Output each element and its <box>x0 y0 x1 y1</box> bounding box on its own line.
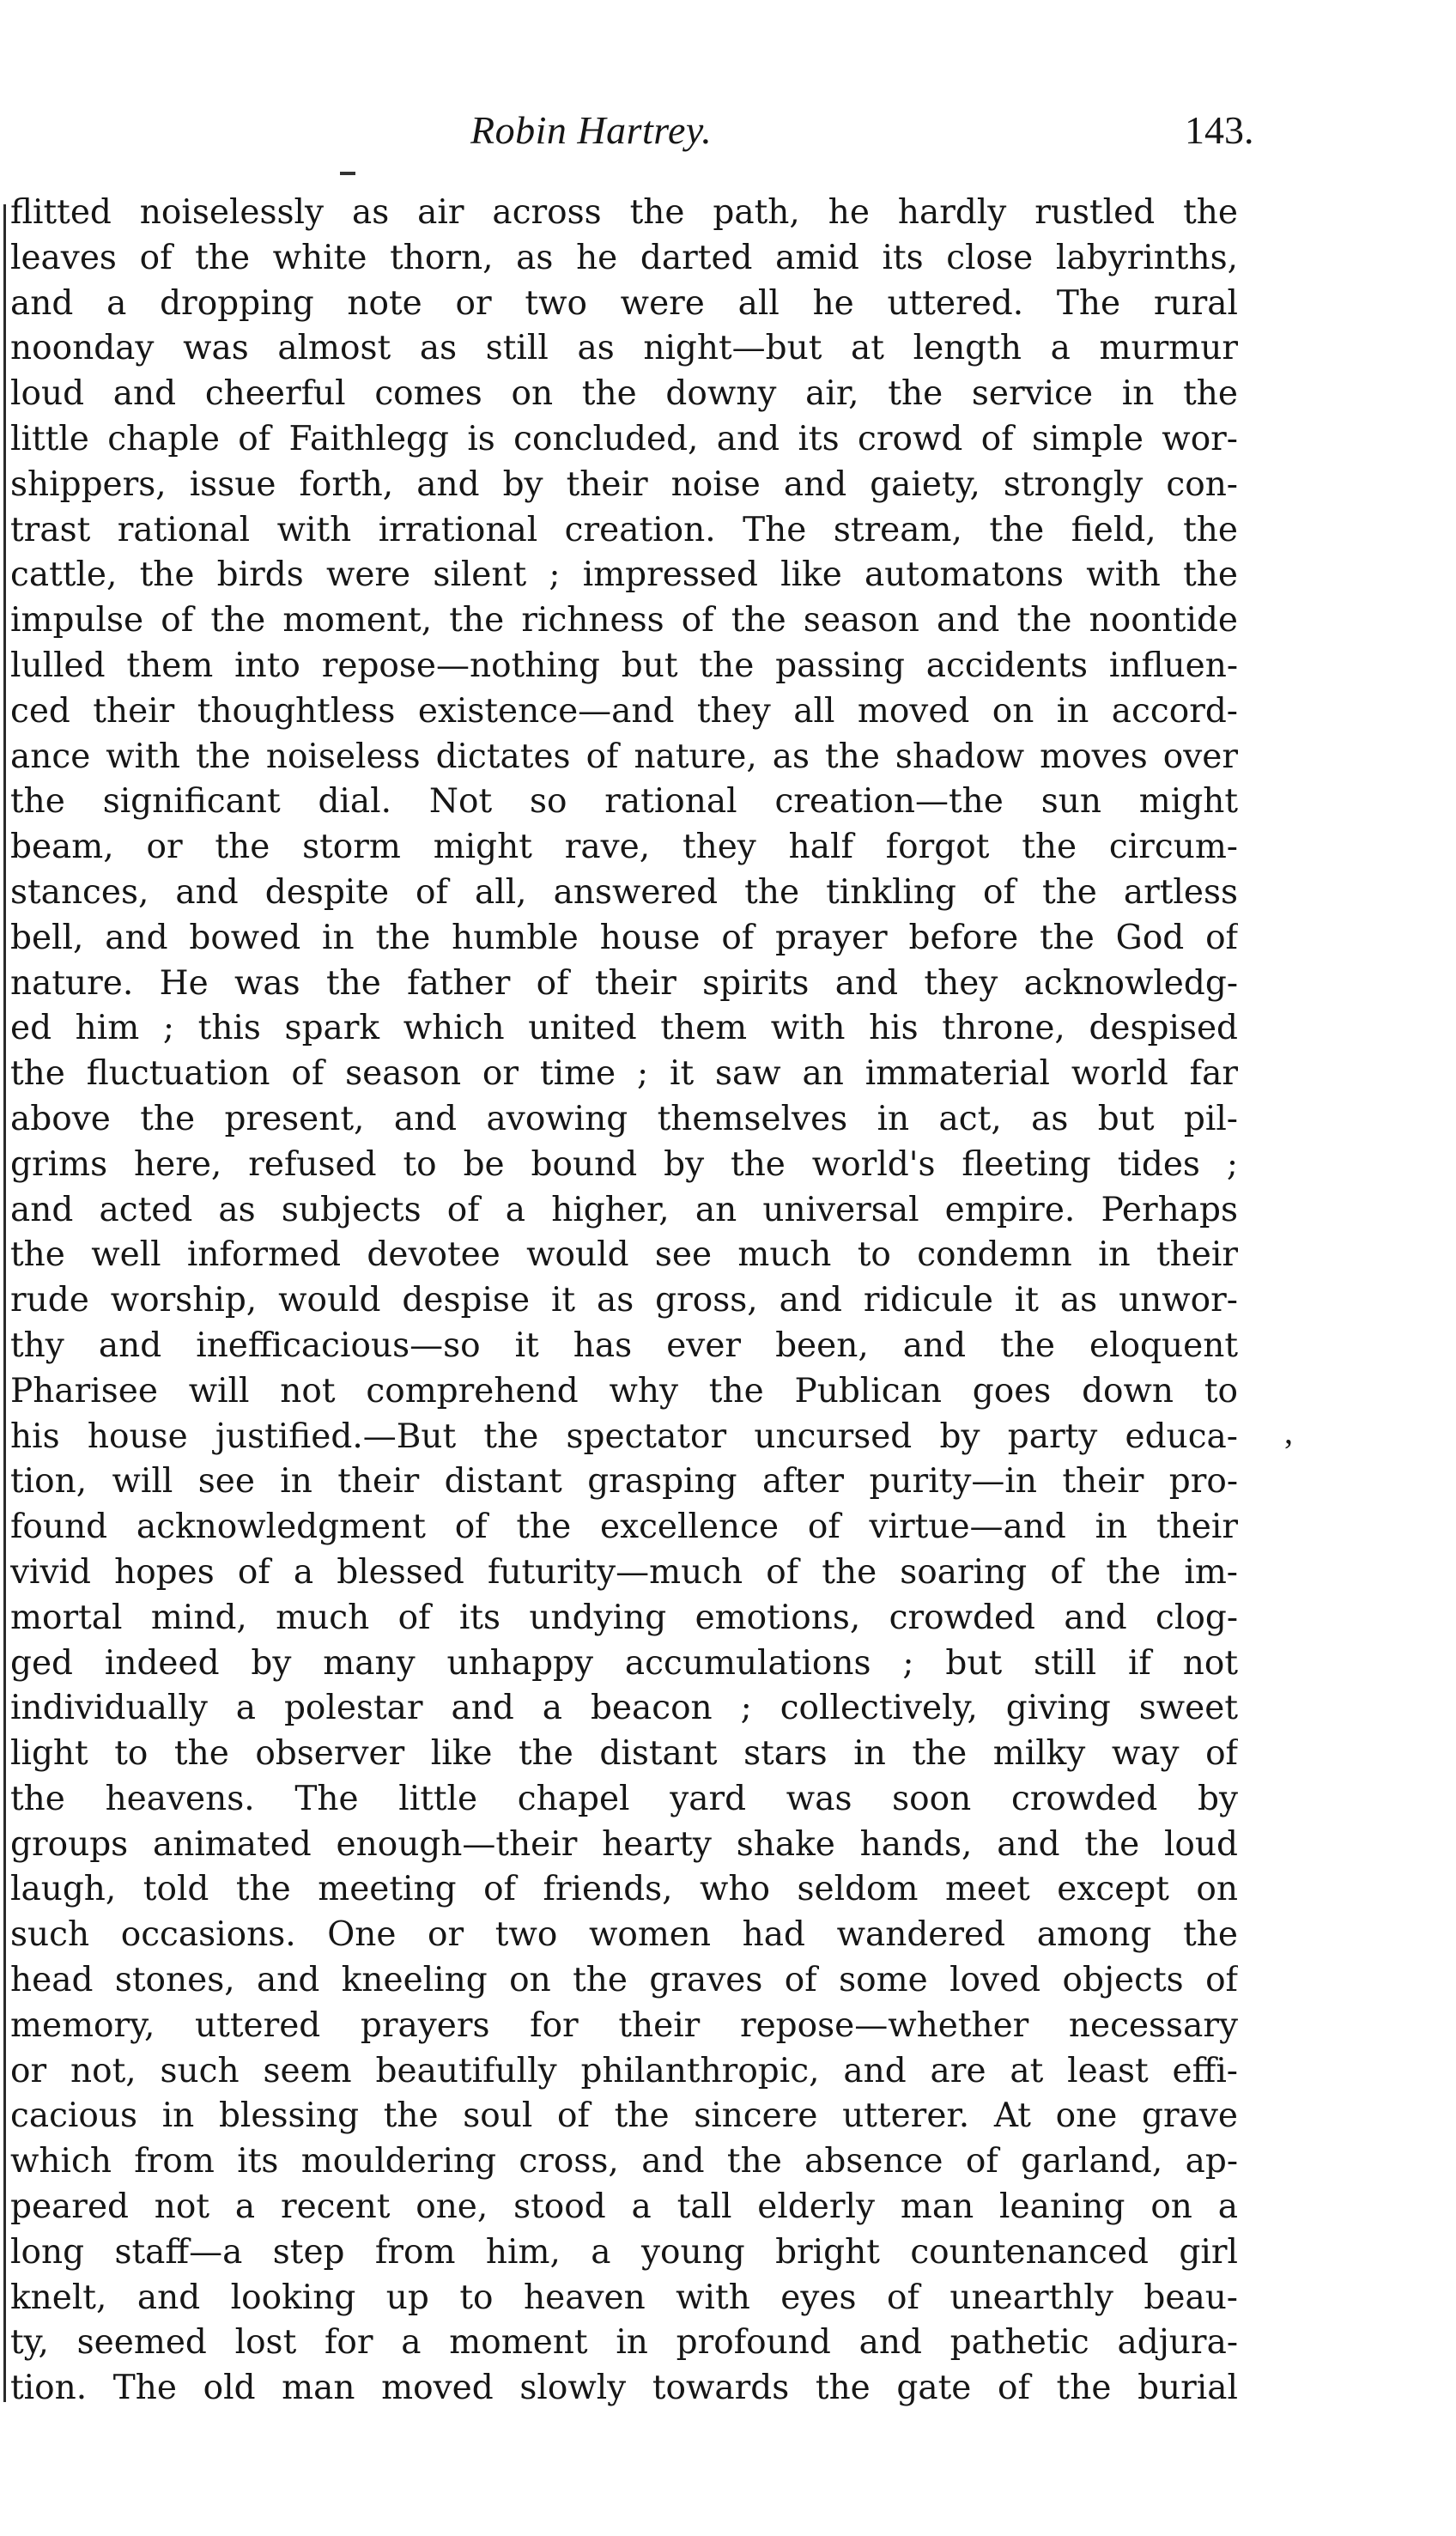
text-line: laugh, told the meeting of friends, who seldom meet except on <box>10 1870 1238 1909</box>
text-line: peared not a recent one, stood a tall elderly man leaning on a <box>10 2187 1238 2227</box>
text-line: trast rational with irrational creation. The stream, the field, the <box>10 510 1238 549</box>
running-header <box>0 96 1456 165</box>
text-line: groups animated enough—their hearty shake hands, and the loud <box>10 1824 1238 1864</box>
text-line: mortal mind, much of its undying emotions, crowded and clog- <box>10 1598 1238 1637</box>
text-line: bell, and bowed in the humble house of prayer before the God of <box>10 918 1238 957</box>
text-line: lulled them into repose—nothing but the passing accidents influen- <box>10 646 1238 685</box>
text-line: head stones, and kneeling on the graves of some loved objects of <box>10 1961 1238 2000</box>
text-line: the significant dial. Not so rational creation—the sun might <box>10 782 1238 822</box>
text-line: shippers, issue forth, and by their noise and gaiety, strongly con- <box>10 464 1238 504</box>
text-line: ed him ; this spark which united them with his throne, despised <box>10 1009 1238 1048</box>
text-line: his house justified.—But the spectator uncursed by party educa- <box>10 1417 1238 1456</box>
printer-mark <box>340 172 355 175</box>
text-line: ance with the noiseless dictates of nature, as the shadow moves over <box>10 737 1238 776</box>
text-line: memory, uttered prayers for their repose—whether necessary <box>10 2005 1238 2045</box>
text-line: the heavens. The little chapel yard was soon crowded by <box>10 1779 1238 1818</box>
text-line: cattle, the birds were silent ; impressed like automatons with the <box>10 555 1238 595</box>
text-line: little chaple of Faithlegg is concluded, and its crowd of simple wor- <box>10 419 1238 458</box>
text-line: ty, seemed lost for a moment in profound and pathetic adjura- <box>10 2323 1238 2363</box>
text-line: tion, will see in their distant grasping after purity—in their pro- <box>10 1462 1238 1502</box>
stray-mark: , <box>1284 1412 1293 1451</box>
text-line: which from its mouldering cross, and the absence of garland, ap- <box>10 2142 1238 2181</box>
page-number: 143. <box>1185 108 1254 152</box>
text-line: nature. He was the father of their spirits and they acknowledg- <box>10 963 1238 1003</box>
text-line: noonday was almost as still as night—but at length a murmur <box>10 329 1238 368</box>
text-line: stances, and despite of all, answered the tinkling of the artless <box>10 872 1238 912</box>
text-line: long staff—a step from him, a young bright countenanced girl <box>10 2232 1238 2272</box>
running-title: Robin Hartrey. <box>470 108 713 152</box>
text-line: flitted noiselessly as air across the path, he hardly rustled the <box>10 193 1238 232</box>
text-line: individually a polestar and a beacon ; collectively, giving sweet <box>10 1689 1238 1728</box>
text-line: the well informed devotee would see much to condemn in their <box>10 1235 1238 1275</box>
text-line: light to the observer like the distant stars in the milky way of <box>10 1734 1238 1774</box>
text-line: leaves of the white thorn, as he darted amid its close labyrinths, <box>10 238 1238 277</box>
text-line: above the present, and avowing themselves in act, as but pil- <box>10 1099 1238 1138</box>
text-line: found acknowledgment of the excellence of virtue—and in their <box>10 1508 1238 1547</box>
text-line: knelt, and looking up to heaven with eyes of unearthly beau- <box>10 2278 1238 2317</box>
text-line: the fluctuation of season or time ; it saw an immaterial world far <box>10 1054 1238 1094</box>
text-line: and a dropping note or two were all he uttered. The rural <box>10 283 1238 323</box>
text-line: thy and inefficacious—so it has ever been, and the eloquent <box>10 1326 1238 1365</box>
text-line: such occasions. One or two women had wandered among the <box>10 1915 1238 1955</box>
text-line: Pharisee will not comprehend why the Publican goes down to <box>10 1371 1238 1411</box>
text-line: and acted as subjects of a higher, an universal empire. Perhaps <box>10 1190 1238 1229</box>
text-line: beam, or the storm might rave, they half forgot the circum- <box>10 828 1238 867</box>
text-line: vivid hopes of a blessed futurity—much of the soaring of the im- <box>10 1552 1238 1592</box>
text-line: or not, such seem beautifully philanthropic, and are at least effi- <box>10 2051 1238 2090</box>
text-line: loud and cheerful comes on the downy air, the service in the <box>10 374 1238 414</box>
page-edge-rule <box>3 204 6 2402</box>
text-line: impulse of the moment, the richness of the season and the noontide <box>10 601 1238 640</box>
text-line: rude worship, would despise it as gross, and ridicule it as unwor- <box>10 1281 1238 1320</box>
text-line: tion. The old man moved slowly towards the gate of the burial <box>10 2369 1238 2408</box>
text-line: cacious in blessing the soul of the sincere utterer. At one grave <box>10 2096 1238 2136</box>
text-line: ged indeed by many unhappy accumulations ; but still if not <box>10 1643 1238 1683</box>
text-line: ced their thoughtless existence—and they all moved on in accord- <box>10 691 1238 731</box>
text-line: grims here, refused to be bound by the world's fleeting tides ; <box>10 1144 1238 1184</box>
body-text <box>10 191 1238 2412</box>
